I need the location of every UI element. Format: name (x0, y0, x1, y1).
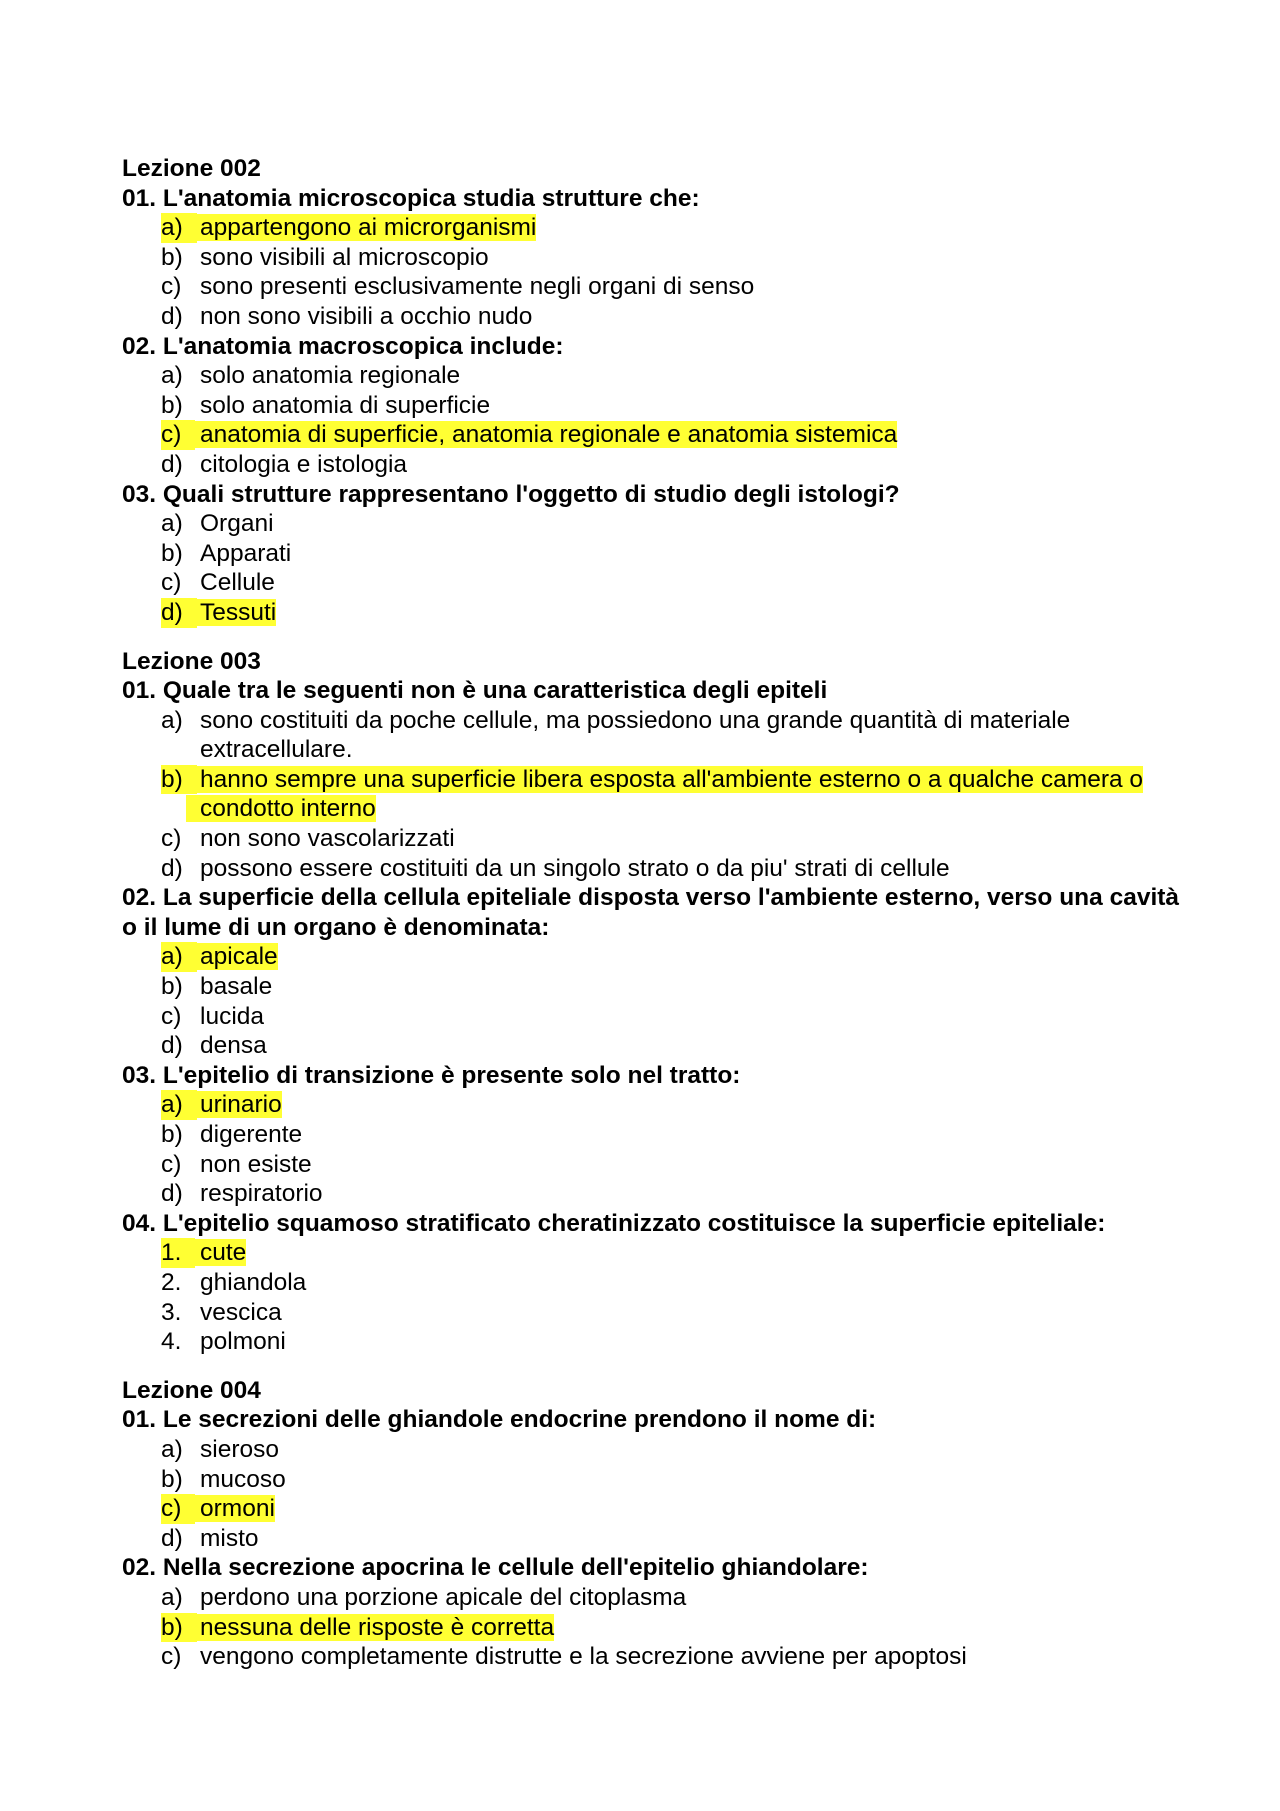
answer-option (122, 598, 1182, 628)
answer-option (122, 213, 1182, 243)
answer-list (122, 509, 1182, 627)
answer-text: apicale (186, 943, 278, 970)
answer-option (122, 243, 1182, 273)
answer-label: d) (161, 1180, 183, 1208)
question-item (122, 1553, 1182, 1671)
answer-text: Tessuti (186, 599, 276, 626)
answer-label: c) (161, 1002, 182, 1030)
answer-text: Apparati (200, 539, 292, 567)
answer-option (122, 1524, 1182, 1554)
lesson-title: Lezione 003 (122, 647, 261, 675)
answer-option (122, 539, 1182, 569)
answer-label: a) (161, 1435, 183, 1463)
question-item (122, 332, 1182, 480)
answer-text: ormoni (186, 1495, 275, 1522)
answer-label: b) (161, 391, 183, 419)
lesson-004 (122, 1376, 1182, 1672)
answer-text: vengono completamente distrutte e la secrezione avviene per apoptosi (200, 1643, 967, 1671)
answer-label: b) (161, 539, 183, 567)
answer-label: d) (161, 854, 183, 882)
answer-option (122, 1238, 1182, 1268)
answer-option (122, 420, 1182, 450)
answer-option (122, 824, 1182, 854)
answer-label: d) (161, 598, 197, 628)
answer-label: b) (161, 1465, 183, 1493)
answer-text: solo anatomia regionale (200, 362, 461, 390)
answer-text: cute (186, 1239, 246, 1266)
answer-label: a) (161, 213, 197, 243)
answer-option (122, 1435, 1182, 1465)
lesson-title: Lezione 004 (122, 1376, 261, 1404)
answer-list (122, 706, 1182, 884)
answer-list (122, 942, 1182, 1060)
question-item (122, 883, 1182, 1061)
answer-option (122, 1090, 1182, 1120)
question-item (122, 184, 1182, 332)
answer-label: d) (161, 450, 183, 478)
answer-option (122, 361, 1182, 391)
answer-option (122, 391, 1182, 421)
answer-list (122, 1238, 1182, 1356)
lesson-title: Lezione 002 (122, 155, 261, 182)
answer-option (122, 1179, 1182, 1209)
answer-option (122, 1031, 1182, 1061)
answer-text: Cellule (200, 569, 275, 597)
answer-text: solo anatomia di superficie (200, 391, 491, 419)
answer-option (122, 1327, 1182, 1357)
answer-option (122, 1002, 1182, 1032)
answer-option (122, 706, 1182, 765)
answer-label: c) (161, 273, 182, 301)
question-text: 01. Quale tra le seguenti non è una caratteristica degli epiteli (122, 677, 828, 705)
answer-label: a) (161, 510, 183, 538)
question-text: 01. Le secrezioni delle ghiandole endocrine prendono il nome di: (122, 1406, 877, 1434)
answer-text: sono costituiti da poche cellule, ma possiedono una grande quantità di materiale extracellulare. (200, 706, 1071, 764)
answer-label: c) (161, 1643, 182, 1671)
answer-label: d) (161, 1524, 183, 1552)
answer-text: ghiandola (200, 1268, 307, 1296)
lesson-002 (122, 154, 1182, 628)
answer-text: misto (200, 1524, 259, 1552)
answer-text: lucida (200, 1002, 265, 1030)
answer-label: a) (161, 942, 197, 972)
question-item (122, 676, 1182, 883)
answer-text: non esiste (200, 1150, 312, 1178)
answer-text: vescica (200, 1298, 282, 1326)
answer-text: anatomia di superficie, anatomia regionale e anatomia sistemica (186, 421, 897, 448)
answer-label: c) (161, 1494, 195, 1524)
answer-option (122, 302, 1182, 332)
answer-option (122, 1120, 1182, 1150)
answer-option (122, 1642, 1182, 1672)
answer-text: basale (200, 973, 273, 1001)
answer-option (122, 1494, 1182, 1524)
answer-option (122, 1583, 1182, 1613)
question-item (122, 1405, 1182, 1553)
answer-text: nessuna delle risposte è corretta (186, 1614, 554, 1641)
answer-label: 2. (161, 1268, 182, 1296)
answer-label: d) (161, 1032, 183, 1060)
answer-label: 3. (161, 1298, 182, 1326)
question-text: 02. Nella secrezione apocrina le cellule dell'epitelio ghiandolare: (122, 1554, 869, 1582)
question-item (122, 1061, 1182, 1209)
answer-label: a) (161, 1090, 197, 1120)
answer-label: 4. (161, 1328, 182, 1356)
answer-option (122, 1613, 1182, 1643)
lesson-003 (122, 647, 1182, 1357)
answer-text: possono essere costituiti da un singolo strato o da piu' strati di cellule (200, 854, 950, 882)
answer-label: a) (161, 1583, 183, 1611)
answer-label: b) (161, 243, 183, 271)
answer-list (122, 213, 1182, 331)
answer-option (122, 1465, 1182, 1495)
answer-text: non sono visibili a occhio nudo (200, 302, 533, 330)
answer-option (122, 1298, 1182, 1328)
question-text: 02. La superficie della cellula epiteliale disposta verso l'ambiente esterno, verso una cavità o il lume di un organo è denominata: (122, 884, 1180, 941)
answer-option (122, 272, 1182, 302)
answer-option (122, 1268, 1182, 1298)
question-item (122, 480, 1182, 628)
question-text: 04. L'epitelio squamoso stratificato cheratinizzato costituisce la superficie epiteliale: (122, 1209, 1106, 1237)
answer-text: sieroso (200, 1435, 279, 1463)
answer-text: citologia e istologia (200, 450, 408, 478)
answer-label: b) (161, 973, 183, 1001)
answer-text: perdono una porzione apicale del citoplasma (200, 1583, 687, 1611)
answer-text: densa (200, 1032, 267, 1060)
answer-text: Organi (200, 510, 274, 538)
question-text: 02. L'anatomia macroscopica include: (122, 332, 564, 360)
answer-option (122, 568, 1182, 598)
answer-label: c) (161, 825, 182, 853)
question-item (122, 1209, 1182, 1357)
answer-text: digerente (200, 1121, 303, 1148)
answer-option (122, 450, 1182, 480)
answer-text: mucoso (200, 1465, 286, 1493)
answer-option (122, 854, 1182, 884)
answer-list (122, 1435, 1182, 1553)
answer-text: non sono vascolarizzati (200, 825, 455, 853)
answer-label: b) (161, 1121, 183, 1148)
question-text: 03. L'epitelio di transizione è presente solo nel tratto: (122, 1061, 741, 1089)
answer-text: hanno sempre una superficie libera esposta all'ambiente esterno o a qualche camera o condotto interno (186, 766, 1143, 823)
answer-option (122, 765, 1182, 824)
answer-label: a) (161, 706, 183, 734)
answer-label: a) (161, 362, 183, 390)
answer-label: d) (161, 302, 183, 330)
answer-label: 1. (161, 1238, 195, 1268)
answer-option (122, 972, 1182, 1002)
quiz-document (122, 154, 1182, 1672)
answer-label: c) (161, 1150, 182, 1178)
answer-option (122, 942, 1182, 972)
answer-label: c) (161, 420, 195, 450)
question-text: 03. Quali strutture rappresentano l'oggetto di studio degli istologi? (122, 480, 900, 508)
answer-option (122, 1150, 1182, 1180)
answer-option (122, 509, 1182, 539)
answer-text: urinario (186, 1091, 282, 1118)
answer-text: sono presenti esclusivamente negli organi di senso (200, 273, 755, 301)
answer-list (122, 361, 1182, 479)
answer-text: respiratorio (200, 1180, 323, 1208)
answer-label: c) (161, 569, 182, 597)
answer-list (122, 1090, 1182, 1208)
answer-text: sono visibili al microscopio (200, 243, 489, 271)
question-text: 01. L'anatomia microscopica studia strutture che: (122, 184, 700, 212)
answer-label: b) (161, 1613, 197, 1643)
answer-text: polmoni (200, 1328, 286, 1356)
answer-label: b) (161, 765, 197, 795)
answer-list (122, 1583, 1182, 1672)
answer-text: appartengono ai microrganismi (186, 214, 536, 241)
